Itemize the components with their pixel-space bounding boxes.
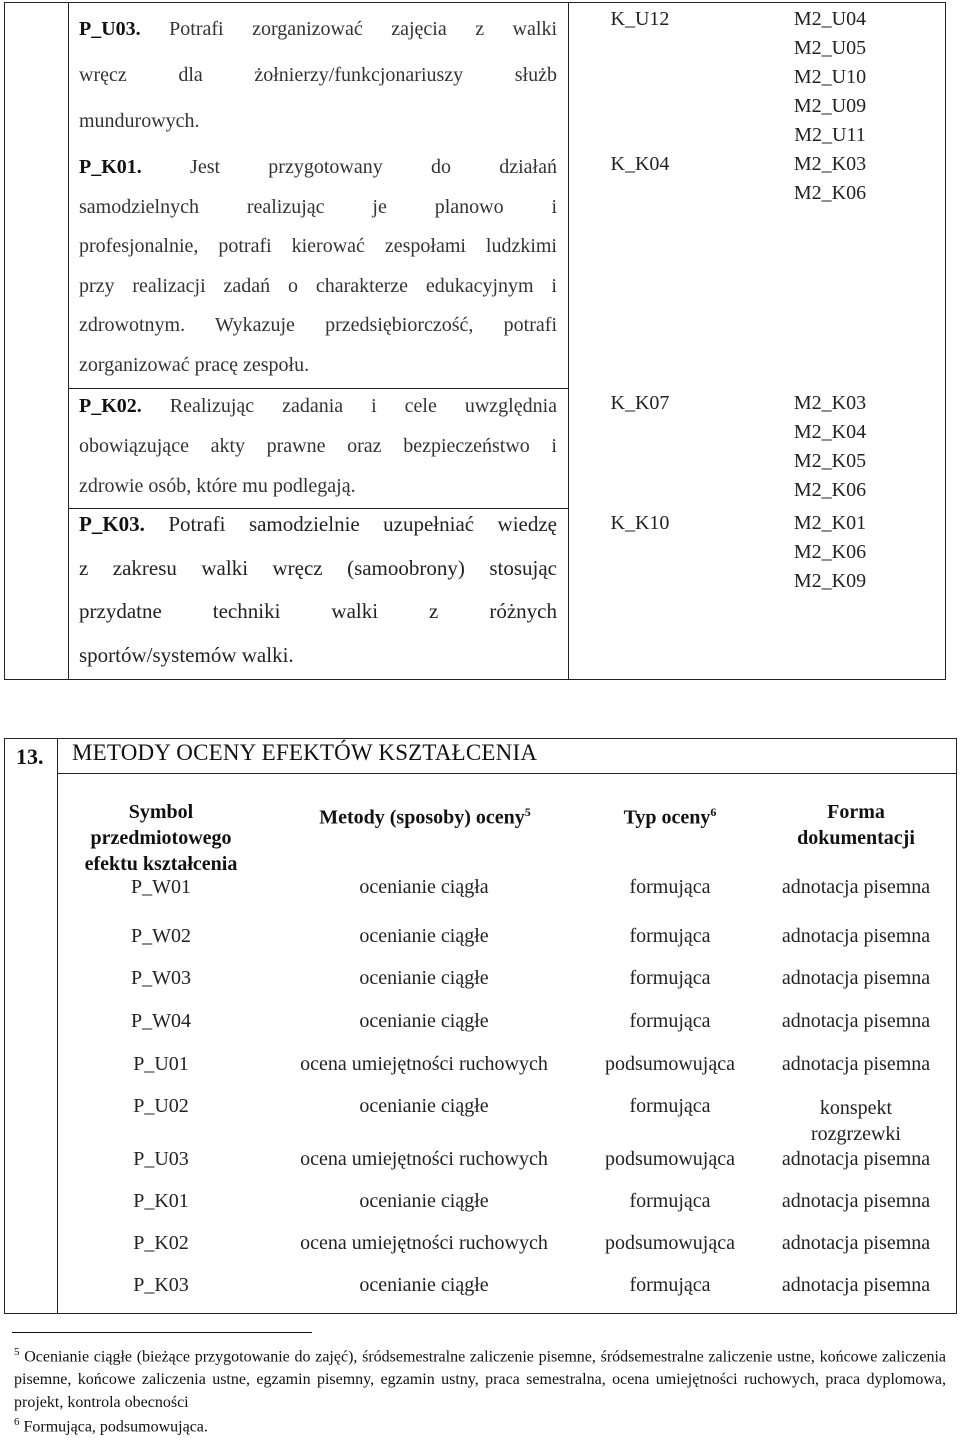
outcome-row-pu03 [79,6,557,144]
cell-metoda: ocenianie ciągłe [359,1095,489,1117]
cell-typ: formująca [629,876,711,898]
cell-symbol: P_W03 [131,967,191,989]
cell-symbol: P_W01 [131,876,191,898]
outcome-row-pk02 [79,386,557,506]
header-forma: Forma dokumentacji [797,801,915,849]
section-divider [57,773,957,774]
cell-forma: adnotacja pisemna [781,1148,931,1170]
cell-symbol: P_U02 [133,1095,189,1117]
outcome-text: sportów/systemów walki. [79,642,294,667]
cell-typ: formująca [629,1274,711,1296]
outcome-text: Potrafi samodzielnie uzupełniać wiedzę [168,512,557,536]
outcome-code: P_K03. [79,512,145,536]
cell-metoda: ocenianie ciągłe [359,967,489,989]
outcome-text: zdrowotnym. Wykazuje przedsiębiorczość, potrafi [79,314,557,336]
outcome-text: zorganizować pracę zespołu. [79,353,310,376]
cell-forma: adnotacja pisemna [781,925,931,947]
outcome-code: P_K01. [79,156,142,178]
obszarowe-codes: M2_K01 M2_K06 M2_K09 [793,512,867,592]
header-metody: Metody (sposoby) oceny$^5$ [319,805,531,829]
cell-metoda: ocenianie ciągłe [359,1190,489,1212]
outcome-row-pk01 [79,148,557,385]
cell-typ: formująca [629,1010,711,1032]
cell-metoda: ocena umiejętności ruchowych [300,1148,548,1170]
cell-metoda: ocenianie ciągłe [359,925,489,947]
cell-typ: podsumowująca [605,1232,735,1254]
kierunkowe-codes: K_K04 [610,153,670,175]
outcome-text: przy realizacji zadań o charakterze edukacyjnym i [79,274,557,297]
kierunkowe-codes: K_K10 [610,512,670,534]
cell-typ: formująca [629,925,711,947]
section-divider [57,738,58,1314]
outcome-text: samodzielnych realizując je planowo i [79,195,557,218]
cell-forma: adnotacja pisemna [781,1053,931,1075]
outcome-row-pk03 [79,503,557,677]
outcome-text: Jest przygotowany do działań [190,156,557,178]
outcome-text: z zakresu walki wręcz (samoobrony) stosując [79,555,557,580]
cell-symbol: P_U03 [133,1148,189,1170]
cell-forma: adnotacja pisemna [781,1190,931,1212]
section-title: METODY OCENY EFEKTÓW KSZTAŁCENIA [72,740,538,765]
outcome-text: obowiązujące akty prawne oraz bezpieczeństwo i [79,435,557,457]
cell-symbol: P_K01 [133,1190,189,1212]
cell-forma: adnotacja pisemna [781,1274,931,1296]
cell-forma: adnotacja pisemna [781,1010,931,1032]
cell-typ: podsumowująca [605,1148,735,1170]
cell-symbol: P_K03 [133,1274,189,1296]
cell-metoda: ocenianie ciągła [359,876,489,898]
cell-metoda: ocenianie ciągłe [359,1274,489,1296]
obszarowe-codes: M2_K03 M2_K04 M2_K05 M2_K06 [793,392,867,501]
cell-typ: podsumowująca [605,1053,735,1075]
cell-metoda: ocena umiejętności ruchowych [300,1053,548,1075]
cell-symbol: P_U01 [133,1053,189,1075]
outcome-text: Potrafi zorganizować zajęcia z walki [169,18,557,40]
cell-symbol: P_W04 [131,1010,191,1032]
outcome-text: wręcz dla żołnierzy/funkcjonariuszy służb [79,64,557,86]
cell-typ: formująca [629,967,711,989]
outcome-text: Realizując zadania i cele uwzględnia [169,395,558,417]
outcome-code: P_K02. [79,395,142,417]
cell-typ: formująca [629,1190,711,1212]
section-number: 13. [16,744,44,769]
table-divider [68,2,69,680]
obszarowe-codes: M2_K03 M2_K06 [793,153,867,204]
cell-metoda: ocena umiejętności ruchowych [300,1232,548,1254]
footnote-5: $^5$ Ocenianie ciągłe (bieżące przygotowanie do zajęć), śródsemestralne zaliczenie pisemne, śródsemestralne zaliczenie ustne, końcowe zaliczenia pisemne, końcowe zaliczenia ustne, egzamin pisemny, egzamin ustny, praca semestralna, ocena umiejętności ruchowych, praca dyplomowa, projekt, kontrola obecności [14,1346,946,1412]
cell-forma: adnotacja pisemna [781,967,931,989]
cell-forma: adnotacja pisemna [781,876,931,898]
header-typ: Typ oceny$^6$ [623,805,717,829]
cell-typ: formująca [629,1095,711,1117]
footnote-6: $^6$ Formująca, podsumowująca. [14,1416,208,1436]
table-divider [568,2,569,680]
outcome-text: profesjonalnie, potrafi kierować zespołami ludzkimi [79,235,557,257]
outcome-text: zdrowie osób, które mu podlegają. [79,475,356,497]
cell-forma: konspekt rozgrzewki [811,1097,901,1145]
outcome-text: przydatne techniki walki z różnych [79,599,557,623]
cell-metoda: ocenianie ciągłe [359,1010,489,1032]
obszarowe-codes: M2_U04 M2_U05 M2_U10 M2_U09 M2_U11 [793,8,867,146]
kierunkowe-codes: K_U12 [610,8,670,30]
footnote-ref-6: 6 [710,805,717,819]
header-symbol: Symbol przedmiotowego efektu kształcenia [84,801,238,875]
footnote-ref-5: 5 [524,805,531,819]
footnote-separator [12,1332,312,1333]
cell-symbol: P_K02 [133,1232,189,1254]
kierunkowe-codes: K_K07 [610,392,670,414]
outcome-code: P_U03. [79,18,141,40]
cell-symbol: P_W02 [131,925,191,947]
cell-forma: adnotacja pisemna [781,1232,931,1254]
outcome-text: mundurowych. [79,110,200,132]
